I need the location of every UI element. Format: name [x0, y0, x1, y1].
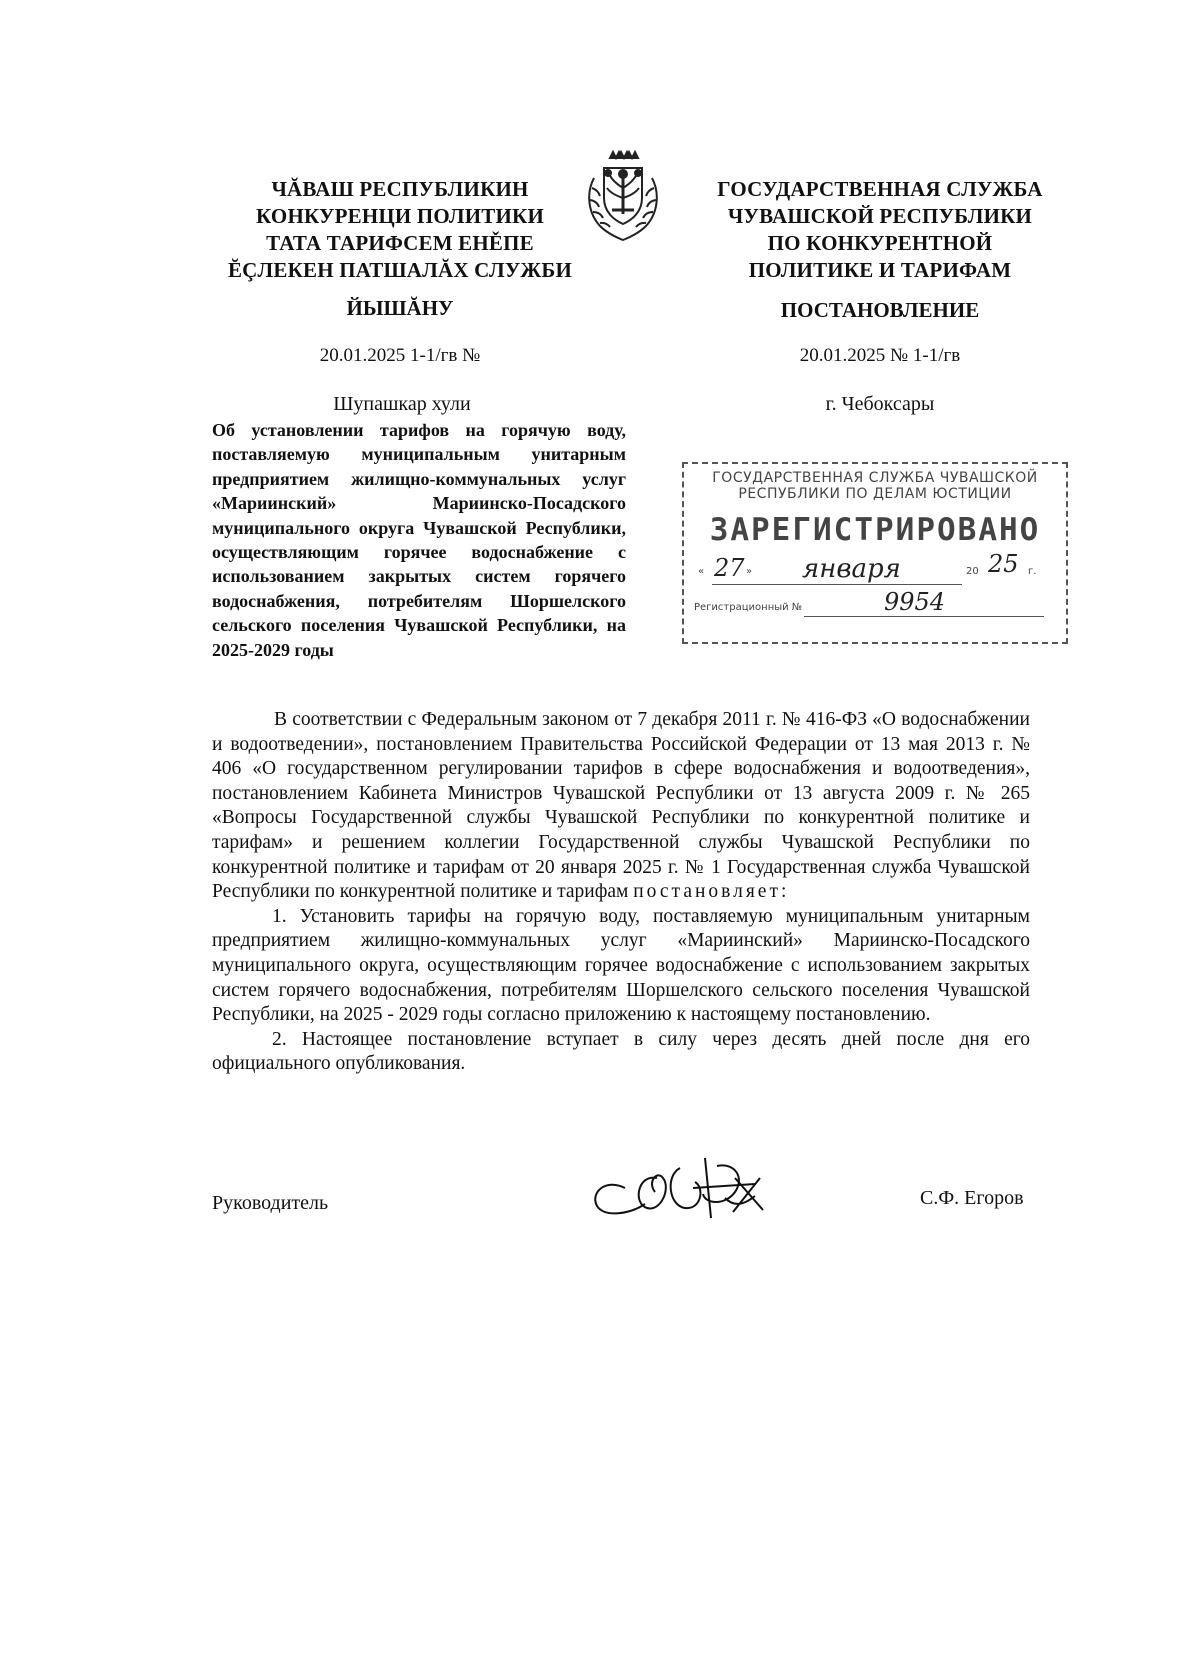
header-left-city: Шупашкар хули: [333, 393, 471, 415]
chuvash-coat-of-arms-emblem-icon: [584, 148, 662, 244]
stamp-reg-label: Регистрационный №: [694, 602, 803, 613]
header-left-line: КОНКУРЕНЦИ ПОЛИТИКИ: [256, 204, 544, 228]
header-left-line: ĔÇЛЕКЕН ПАТШАЛĂХ СЛУЖБИ: [227, 258, 573, 282]
header-right-line: ЧУВАШСКОЙ РЕСПУБЛИКИ: [727, 204, 1033, 228]
document-subject: Об установлении тарифов на горячую воду, поставляемую муниципальным унитарным предприятием жилищно-коммунальных услуг «Мариинский» Мариинско-Посадского муниципального округа Чувашской Республики, осуществляющим горячее водоснабжение с использованием закрытых систем горячего водоснабжения, потребителям Шоршелского сельского поселения Чувашской Республики, на 2025-2029 годы: [212, 420, 626, 660]
stamp-line-1: ГОСУДАРСТВЕННАЯ СЛУЖБА ЧУВАШСКОЙ: [712, 470, 1038, 486]
stamp-line-2: РЕСПУБЛИКИ ПО ДЕЛАМ ЮСТИЦИИ: [738, 486, 1012, 502]
header-right-org: [690, 176, 1070, 284]
header-right-line: ПО КОНКУРЕНТНОЙ: [767, 231, 993, 255]
body-intro-paragraph: [212, 708, 1030, 905]
header-left-org: [210, 176, 590, 284]
header-right-line: ПОЛИТИКЕ И ТАРИФАМ: [748, 258, 1012, 282]
header-left-line: ЧĂВАШ РЕСПУБЛИКИН: [271, 177, 529, 201]
body-intro-text: В соответствии с Федеральным законом от 7 декабря 2011 г. № 416-ФЗ «О водоснабжении и водоотведении», постановлением Правительства Российской Федерации от 13 мая 2013 г. № 406 «О государственном регулировании тарифов в сфере водоснабжения и водоотведения», постановлением Кабинета Министров Чувашской Республики от 13 августа 2009 г. № 265 «Вопросы Государственной службы Чувашской Республики по конкурентной политике и тарифам» и решением коллегии Государственной службы Чувашской Республики по конкурентной политике и тарифам от 20 января 2025 г. № 1 Государственная служба Чувашской Республики по конкурентной политике и тарифам: [212, 709, 1030, 903]
header-right-line: ГОСУДАРСТВЕННАЯ СЛУЖБА: [717, 177, 1043, 201]
signature-position: Руководитель: [212, 1192, 329, 1214]
signature-name: С.Ф. Егоров: [920, 1187, 1024, 1209]
body-item-2: 2. Настоящее постановление вступает в силу через десять дней после дня его официального опубликования.: [212, 1028, 1030, 1075]
header-right-city: г. Чебоксары: [825, 393, 935, 415]
stamp-title: ЗАРЕГИСТРИРОВАНО: [709, 512, 1041, 548]
handwritten-signature-icon: [585, 1148, 775, 1228]
stamp-day: 27: [714, 554, 745, 582]
stamp-reg-row: [684, 590, 1066, 620]
header-left-line: ТАТА ТАРИФСЕМ ЕНĚПЕ: [266, 231, 534, 255]
stamp-year-prefix: 20: [966, 566, 979, 577]
stamp-year-suffix: 25: [988, 550, 1019, 578]
body-decree-word: постановляет:: [633, 881, 790, 903]
document-body: [212, 708, 1030, 1077]
registration-stamp: [682, 462, 1068, 644]
stamp-date-row: « 27 » января 20 25 г.: [698, 550, 1037, 584]
stamp-month: января: [802, 554, 901, 584]
header-left-doc-type: ЙЫШĂНУ: [346, 296, 454, 320]
header-right-date-number: 20.01.2025 № 1-1/гв: [799, 345, 961, 366]
stamp-reg-number: 9954: [884, 588, 946, 616]
header-right-doc-type: ПОСТАНОВЛЕНИЕ: [780, 298, 980, 322]
body-item-1: 1. Установить тарифы на горячую воду, поставляемую муниципальным унитарным предприятием жилищно-коммунальных услуг «Мариинский» Мариинско-Посадского муниципального округа, осуществляющим горячее водоснабжение с использованием закрытых систем горячего водоснабжения, потребителям Шоршелского сельского поселения Чувашской Республики, на 2025 - 2029 годы согласно приложению к настоящему постановлению.: [212, 905, 1030, 1026]
header-left-date-number: 20.01.2025 1-1/гв №: [319, 345, 481, 366]
